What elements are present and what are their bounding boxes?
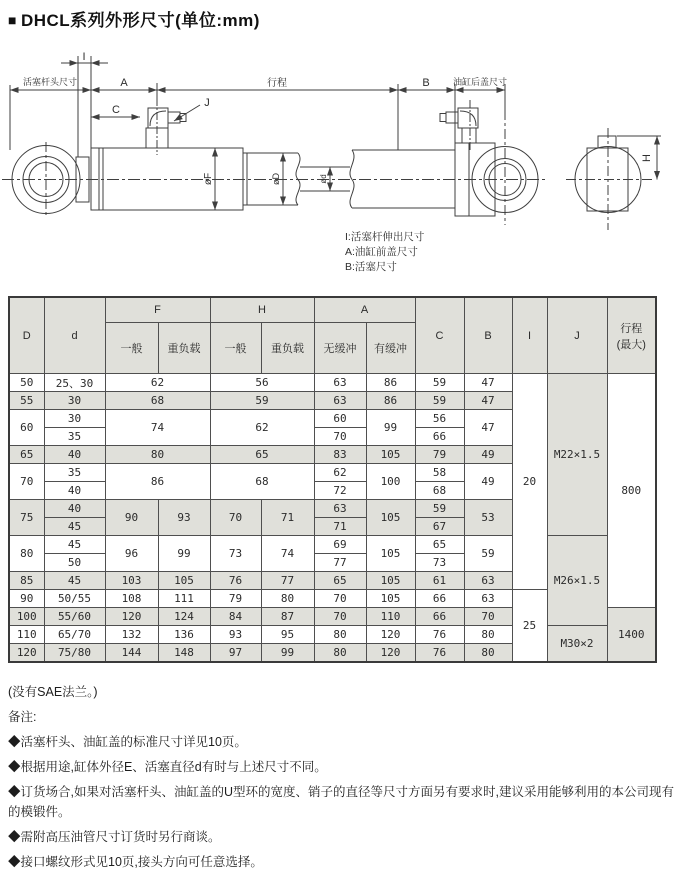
cell-B: 63 [464, 572, 512, 590]
cell-I: 20 [512, 374, 547, 590]
cell-C: 58 [415, 464, 464, 482]
cell-C: 68 [415, 482, 464, 500]
stroke-header-line1: 行程 [620, 322, 643, 335]
cell-F2: 136 [158, 626, 210, 644]
cell-F1: 132 [105, 626, 158, 644]
col-header-F-heavy: 重负载 [158, 323, 210, 374]
cell-F2: 93 [158, 500, 210, 536]
cell-A2: 100 [366, 464, 415, 500]
cell-H: 59 [210, 392, 314, 410]
cell-D: 70 [9, 464, 44, 500]
cell-d: 40 [44, 482, 105, 500]
col-header-F-general: 一般 [105, 323, 158, 374]
cell-J: M30×2 [547, 626, 607, 662]
cell-F: 68 [105, 392, 210, 410]
cell-I: 25 [512, 590, 547, 662]
cell-A1: 63 [314, 392, 366, 410]
cell-D: 55 [9, 392, 44, 410]
cell-A1: 71 [314, 518, 366, 536]
cell-F: 80 [105, 446, 210, 464]
cell-A2: 120 [366, 644, 415, 662]
col-header-stroke [607, 297, 656, 374]
cell-d: 30 [44, 410, 105, 428]
square-bullet-icon: ■ [8, 12, 17, 28]
cell-C: 76 [415, 644, 464, 662]
col-group-H: H [210, 297, 314, 323]
dia-label-rod: ød [319, 174, 328, 184]
col-header-J: J [547, 297, 607, 374]
cell-B: 59 [464, 536, 512, 572]
dim-label-j: J [204, 97, 210, 109]
cell-H: 62 [210, 410, 314, 446]
cell-C: 59 [415, 392, 464, 410]
front-elbow-nut [168, 112, 180, 123]
col-group-A: A [314, 297, 415, 323]
cell-B: 49 [464, 446, 512, 464]
col-header-C: C [415, 297, 464, 374]
cell-C: 67 [415, 518, 464, 536]
cell-F2: 111 [158, 590, 210, 608]
table-row [9, 536, 656, 554]
cell-A1: 80 [314, 644, 366, 662]
col-header-H-general: 一般 [210, 323, 261, 374]
cell-D: 100 [9, 608, 44, 626]
note-item: ◆需附高压油管尺寸订货时另行商谈。 [8, 830, 221, 844]
cell-D: 85 [9, 572, 44, 590]
cell-H1: 70 [210, 500, 261, 536]
cell-d: 45 [44, 518, 105, 536]
cell-d: 25、30 [44, 374, 105, 392]
page-title [8, 6, 260, 31]
note-item: ◆接口螺纹形式见10页,接头方向可任意选择。 [8, 855, 263, 869]
cell-C: 61 [415, 572, 464, 590]
cell-A2: 105 [366, 590, 415, 608]
cell-F2: 99 [158, 536, 210, 572]
cell-A1: 70 [314, 590, 366, 608]
cell-A2: 120 [366, 626, 415, 644]
cell-A1: 70 [314, 608, 366, 626]
cell-D: 90 [9, 590, 44, 608]
cell-C: 65 [415, 536, 464, 554]
cell-A1: 63 [314, 500, 366, 518]
cell-A1: 65 [314, 572, 366, 590]
cell-H2: 71 [261, 500, 314, 536]
cell-A1: 77 [314, 554, 366, 572]
rear-port [462, 128, 476, 143]
cell-F: 86 [105, 464, 210, 500]
cell-A2: 105 [366, 446, 415, 464]
cell-D: 120 [9, 644, 44, 662]
cell-J: M26×1.5 [547, 536, 607, 626]
cell-F1: 96 [105, 536, 158, 572]
cell-A2: 105 [366, 572, 415, 590]
cell-d: 75/80 [44, 644, 105, 662]
note-item: ◆订货场合,如果对活塞杆头、油缸盖的U型环的宽度、销子的直径等尺寸方面另有要求时,建议采用能够利用的本公司现有的模锻件。 [8, 785, 674, 819]
cell-H1: 73 [210, 536, 261, 572]
rear-elbow-cap [440, 114, 446, 122]
cell-d: 45 [44, 536, 105, 554]
cell-H: 56 [210, 374, 314, 392]
cell-B: 53 [464, 500, 512, 536]
cell-H: 68 [210, 464, 314, 500]
col-header-H-heavy: 重负载 [261, 323, 314, 374]
cell-H2: 74 [261, 536, 314, 572]
cell-B: 47 [464, 392, 512, 410]
cell-d: 55/60 [44, 608, 105, 626]
dim-label-stroke: 行程 [267, 78, 287, 89]
cylinder-dimension-drawing [0, 50, 690, 290]
cell-A1: 62 [314, 464, 366, 482]
cell-A2: 86 [366, 392, 415, 410]
cell-F: 62 [105, 374, 210, 392]
cell-stroke: 1400 [607, 608, 656, 662]
dim-label-c: C [112, 104, 120, 116]
cell-B: 80 [464, 626, 512, 644]
dia-label-f: øF [203, 172, 214, 186]
cell-H1: 93 [210, 626, 261, 644]
cell-C: 79 [415, 446, 464, 464]
cell-F2: 148 [158, 644, 210, 662]
col-header-I: I [512, 297, 547, 374]
cell-C: 66 [415, 590, 464, 608]
dimension-table [8, 296, 657, 663]
dim-label-rod-head: 活塞杆头尺寸 [22, 77, 78, 87]
col-group-F: F [105, 297, 210, 323]
cell-B: 47 [464, 374, 512, 392]
dim-label-h: H [641, 154, 653, 162]
cell-H1: 84 [210, 608, 261, 626]
note-item: ◆根据用途,缸体外径E、活塞直径d有时与上述尺寸不同。 [8, 760, 327, 774]
col-header-D: D [9, 297, 44, 374]
cell-H1: 79 [210, 590, 261, 608]
cell-A1: 72 [314, 482, 366, 500]
dim-label-rear-cover: 油缸后盖尺寸 [452, 77, 508, 87]
cell-F2: 124 [158, 608, 210, 626]
note-item: ◆活塞杆头、油缸盖的标准尺寸详见10页。 [8, 735, 247, 749]
cell-H1: 97 [210, 644, 261, 662]
cell-d: 40 [44, 500, 105, 518]
cell-A2: 105 [366, 536, 415, 572]
cell-C: 59 [415, 500, 464, 518]
cell-A2: 105 [366, 500, 415, 536]
cell-C: 56 [415, 410, 464, 428]
cell-A1: 83 [314, 446, 366, 464]
cell-A2: 110 [366, 608, 415, 626]
cell-D: 75 [9, 500, 44, 536]
cell-d: 40 [44, 446, 105, 464]
cell-B: 49 [464, 464, 512, 500]
cell-d: 35 [44, 464, 105, 482]
dia-label-d: øD [271, 173, 281, 185]
cell-A1: 70 [314, 428, 366, 446]
cell-B: 80 [464, 644, 512, 662]
cell-A2: 86 [366, 374, 415, 392]
cell-F1: 90 [105, 500, 158, 536]
cell-F2: 105 [158, 572, 210, 590]
cell-d: 45 [44, 572, 105, 590]
dim-label-i: I [82, 51, 86, 63]
cell-F1: 120 [105, 608, 158, 626]
stroke-header-line2: (最大) [616, 338, 646, 351]
cell-B: 70 [464, 608, 512, 626]
cell-B: 47 [464, 410, 512, 446]
cell-H2: 95 [261, 626, 314, 644]
cell-D: 60 [9, 410, 44, 446]
cell-F: 74 [105, 410, 210, 446]
col-header-A-cushion: 有缓冲 [366, 323, 415, 374]
cell-H2: 87 [261, 608, 314, 626]
cell-A2: 99 [366, 410, 415, 446]
cell-A1: 60 [314, 410, 366, 428]
cell-B: 63 [464, 590, 512, 608]
cell-C: 76 [415, 626, 464, 644]
cell-J: M22×1.5 [547, 374, 607, 536]
cell-H2: 99 [261, 644, 314, 662]
cell-d: 50/55 [44, 590, 105, 608]
cell-C: 59 [415, 374, 464, 392]
cell-D: 65 [9, 446, 44, 464]
cell-D: 110 [9, 626, 44, 644]
cell-d: 50 [44, 554, 105, 572]
cell-A1: 63 [314, 374, 366, 392]
dim-label-a: A [120, 77, 128, 89]
cell-D: 80 [9, 536, 44, 572]
dim-label-b: B [422, 77, 430, 89]
cell-A1: 69 [314, 536, 366, 554]
page-title-text: DHCL系列外形尺寸(单位:mm) [20, 11, 260, 30]
col-header-B: B [464, 297, 512, 374]
cell-H: 65 [210, 446, 314, 464]
legend-line-i: I:活塞杆伸出尺寸 [345, 231, 425, 243]
cell-F1: 108 [105, 590, 158, 608]
cell-d: 65/70 [44, 626, 105, 644]
cell-stroke: 800 [607, 374, 656, 608]
cell-H2: 77 [261, 572, 314, 590]
cell-F1: 103 [105, 572, 158, 590]
footnotes [8, 682, 682, 877]
cell-d: 30 [44, 392, 105, 410]
sae-note: (没有SAE法兰。) [8, 685, 98, 699]
table-row [9, 626, 656, 644]
table-row [9, 374, 656, 392]
cell-C: 66 [415, 428, 464, 446]
col-header-A-nocushion: 无缓冲 [314, 323, 366, 374]
cell-F1: 144 [105, 644, 158, 662]
legend-line-b: B:活塞尺寸 [345, 261, 397, 273]
cell-C: 66 [415, 608, 464, 626]
cell-A1: 80 [314, 626, 366, 644]
col-header-d: d [44, 297, 105, 374]
legend-line-a: A:油缸前盖尺寸 [345, 246, 418, 258]
remark-title: 备注: [8, 710, 37, 724]
cell-H2: 80 [261, 590, 314, 608]
cell-d: 35 [44, 428, 105, 446]
rear-elbow-nut [446, 112, 458, 123]
cell-C: 73 [415, 554, 464, 572]
cell-H1: 76 [210, 572, 261, 590]
cell-D: 50 [9, 374, 44, 392]
